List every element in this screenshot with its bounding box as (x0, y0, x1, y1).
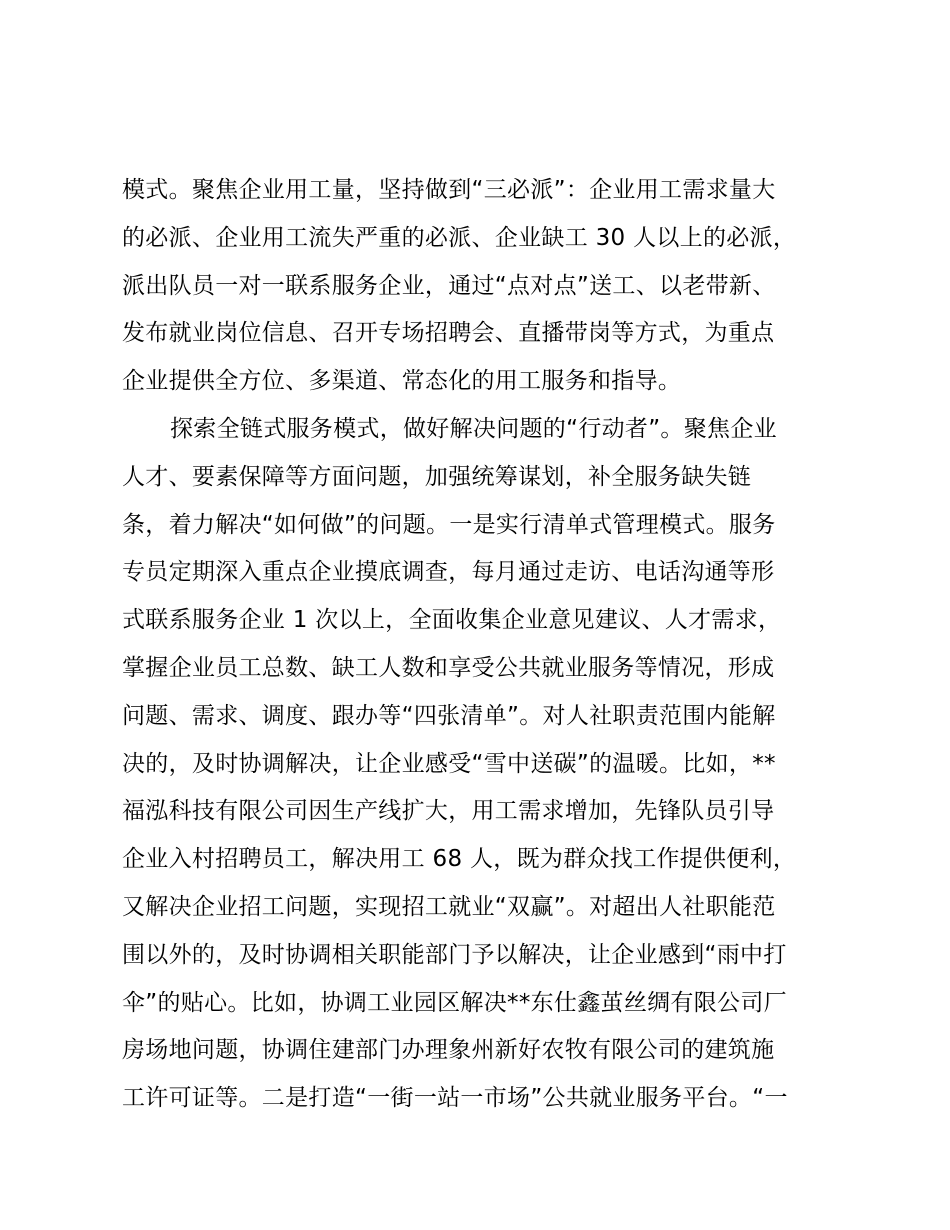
text-line: 掌握企业员工总数、缺工人数和享受公共就业服务等情况，形成 (122, 654, 775, 681)
text-line: 派出队员一对一联系服务企业，通过“点对点”送工、以老带新、 (122, 272, 776, 299)
text-line: 福泓科技有限公司因生产线扩大，用工需求增加，先锋队员引导 (122, 798, 775, 825)
text-line: 工许可证等。二是打造“一街一站一市场”公共就业服务平台。“一 (122, 1085, 788, 1112)
text-line: 围以外的，及时协调相关职能部门予以解决，让企业感到“雨中打 (122, 941, 787, 968)
text-line: 式联系服务企业 1 次以上，全面收集企业意见建议、人才需求， (122, 607, 782, 634)
text-line: 决的，及时协调解决，让企业感受“雪中送碳”的温暖。比如，** (122, 750, 776, 777)
text-line: 专员定期深入重点企业摸底调查，每月通过走访、电话沟通等形 (122, 559, 775, 586)
text-line: 房场地问题，协调住建部门办理象州新好农牧有限公司的建筑施 (122, 1037, 775, 1064)
text-line: 的必派、企业用工流失严重的必派、企业缺工 30 人以上的必派， (122, 224, 797, 251)
text-line: 企业入村招聘员工，解决用工 68 人，既为群众找工作提供便利， (122, 846, 797, 873)
text-line: 又解决企业招工问题，实现招工就业“双赢”。对超出人社职能范 (122, 893, 776, 920)
text-line: 问题、需求、调度、跟办等“四张清单”。对人社职责范围内能解 (122, 702, 776, 729)
text-line: 模式。聚焦企业用工量，坚持做到“三必派”：企业用工需求量大 (122, 177, 776, 203)
text-line: 条，着力解决“如何做”的问题。一是实行清单式管理模式。服务 (122, 511, 776, 538)
text-line: 企业提供全方位、多渠道、常态化的用工服务和指导。 (122, 368, 682, 395)
body-text (122, 167, 832, 1123)
paragraph-first-line: 探索全链式服务模式，做好解决问题的“行动者”。聚焦企业 (170, 415, 777, 442)
text-line: 人才、要素保障等方面问题，加强统筹谋划，补全服务缺失链 (122, 463, 752, 490)
text-line: 伞”的贴心。比如，协调工业园区解决**东仕鑫茧丝绸有限公司厂 (122, 989, 787, 1016)
text-line: 发布就业岗位信息、召开专场招聘会、直播带岗等方式，为重点 (122, 320, 775, 347)
